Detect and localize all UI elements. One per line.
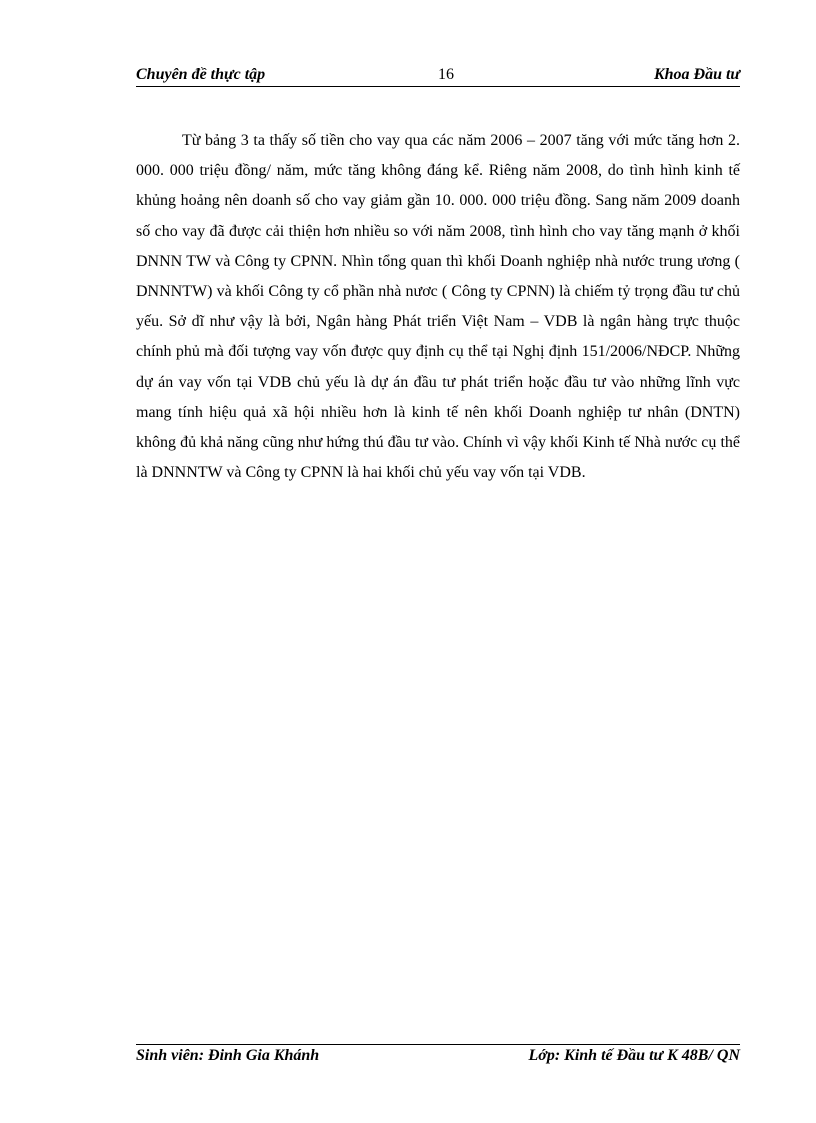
footer-student: Sinh viên: Đinh Gia Khánh <box>136 1047 320 1064</box>
footer-class: Lớp: Kinh tế Đầu tư K 48B/ QN <box>528 1047 740 1064</box>
page-footer <box>136 1044 740 1069</box>
header-title: Chuyên đề thực tập <box>136 66 266 83</box>
header-department: Khoa Đầu tư <box>653 66 740 83</box>
page-number: 16 <box>438 66 454 83</box>
document-body <box>136 126 740 488</box>
body-paragraph: Từ bảng 3 ta thấy số tiền cho vay qua các năm 2006 – 2007 tăng với mức tăng hơn 2. 000. 000 triệu đồng/ năm, mức tăng không đáng kể. Riêng năm 2008, do tình hình kinh tế khủng hoảng nên doanh số cho vay giảm gần 10. 000. 000 triệu đồng. Sang năm 2009 doanh số cho vay đã được cải thiện hơn nhiều so với năm 2008, tình hình cho vay tăng mạnh ở khối DNNN TW và Công ty CPNN. Nhìn tổng quan thì khối Doanh nghiệp nhà nước trung ương ( DNNNTW) và khối Công ty cổ phần nhà nươc ( Công ty CPNN) là chiếm tỷ trọng đầu tư chủ yếu. Sở dĩ như vậy là bởi, Ngân hàng Phát triển Việt Nam – VDB là ngân hàng trực thuộc chính phủ mà đối tượng vay vốn được quy định cụ thể tại Nghị định 151/2006/NĐCP. Những dự án vay vốn tại VDB chủ yếu là dự án đầu tư phát triển hoặc đầu tư vào những lĩnh vực mang tính hiệu quả xã hội nhiều hơn là kinh tế nên khối Doanh nghiệp tư nhân (DNTN) không đủ khả năng cũng như hứng thú đầu tư vào. Chính vì vậy khối Kinh tế Nhà nước cụ thể là DNNNTW và Công ty CPNN là hai khối chủ yếu vay vốn tại VDB. <box>136 132 740 482</box>
page-header <box>136 64 740 87</box>
